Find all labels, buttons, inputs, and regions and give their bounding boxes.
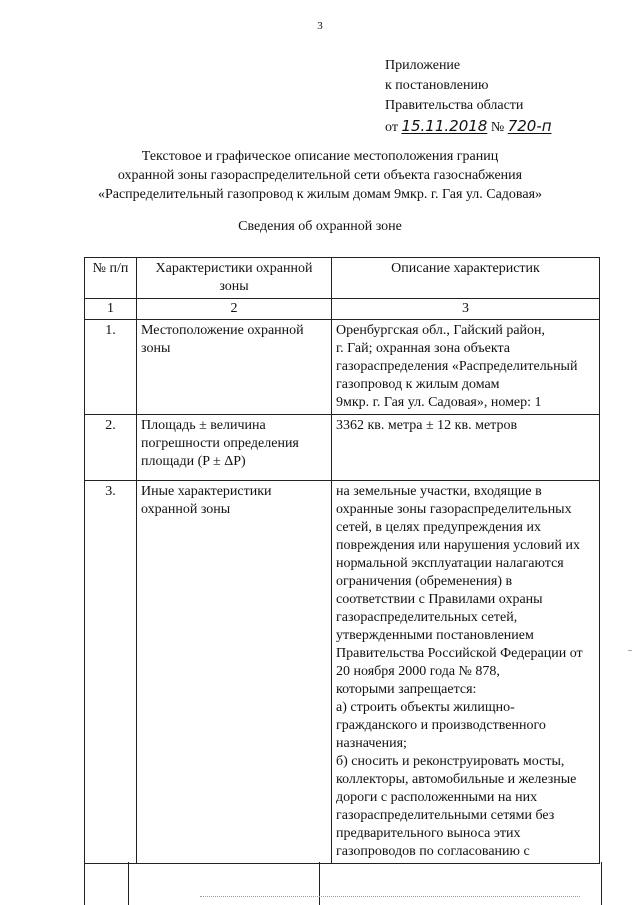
description-line: газораспределительных сетей, — [336, 610, 518, 625]
description-line: назначения; — [336, 736, 407, 751]
title-line-2: охранной зоны газораспределительной сети объекта газоснабжения — [117, 168, 523, 183]
column-number-1: 1 — [85, 299, 137, 320]
column-number-row — [85, 299, 600, 320]
table-header-row — [85, 258, 600, 299]
zone-info-table — [84, 257, 600, 864]
description-line: газопроводов по согласованию с — [336, 844, 530, 859]
row-description — [332, 481, 600, 864]
row-characteristic: Местоположение охранной зоны — [137, 320, 332, 415]
description-line: гражданского и производственного — [336, 718, 546, 733]
header-number: № п/п — [85, 258, 137, 299]
row-description — [332, 415, 600, 481]
description-line: сетей, в целях предупреждения их — [336, 520, 541, 535]
description-line: газораспределения «Распределительный — [336, 359, 578, 374]
column-divider — [128, 862, 129, 905]
appendix-line-2: к постановлению — [385, 78, 489, 93]
title-line-1: Текстовое и графическое описание местоположения границ — [141, 149, 499, 164]
row-description — [332, 320, 600, 415]
document-title — [0, 147, 640, 204]
description-line: а) строить объекты жилищно- — [336, 700, 515, 715]
description-line: Оренбургская обл., Гайский район, — [336, 323, 546, 338]
number-label: № — [490, 120, 505, 135]
appendix-line-1: Приложение — [385, 58, 461, 73]
handwritten-date: 15.11.2018 — [401, 117, 488, 135]
title-line-3: «Распределительный газопровод к жилым домам 9мкр. г. Гая ул. Садовая» — [97, 187, 543, 202]
description-line: которыми запрещается: — [336, 682, 477, 697]
description-line: 9мкр. г. Гая ул. Садовая», номер: 1 — [336, 395, 542, 410]
table-row — [85, 481, 600, 864]
description-line: нормальной эксплуатации налагаются — [336, 556, 564, 571]
section-subtitle: Сведения об охранной зоне — [238, 219, 402, 234]
header-description: Описание характеристик — [332, 258, 600, 299]
table-row — [85, 320, 600, 415]
page-edge-artifact — [200, 896, 580, 900]
description-line: газопровод к жилым домам — [336, 377, 500, 392]
appendix-date-line — [385, 116, 552, 138]
row-number: 3. — [85, 481, 137, 864]
appendix-block — [385, 56, 552, 138]
description-line: газораспределительными сетями без — [336, 808, 555, 823]
from-label: от — [385, 120, 398, 135]
header-characteristic: Характеристики охранной зоны — [137, 258, 332, 299]
column-number-2: 2 — [137, 299, 332, 320]
description-line: соответствии с Правилами охраны — [336, 592, 543, 607]
description-line: на земельные участки, входящие в — [336, 484, 542, 499]
column-number-3: 3 — [332, 299, 600, 320]
description-line: повреждения или нарушения условий их — [336, 538, 580, 553]
description-line: 20 ноября 2000 года № 878, — [336, 664, 500, 679]
description-line: ограничения (обременения) в — [336, 574, 513, 589]
row-characteristic: Площадь ± величина погрешности определения площади (P ± ΔP) — [137, 415, 332, 481]
handwritten-number: 720-п — [507, 117, 552, 135]
description-line: утвержденными постановлением — [336, 628, 534, 643]
row-number: 1. — [85, 320, 137, 415]
page-number: 3 — [317, 20, 323, 32]
description-line: г. Гай; охранная зона объекта — [336, 341, 511, 356]
row-number: 2. — [85, 415, 137, 481]
appendix-line-3: Правительства области — [385, 98, 524, 113]
description-line: коллекторы, автомобильные и железные — [336, 772, 577, 787]
description-line: дороги с расположенными на них — [336, 790, 538, 805]
description-line: предварительного выноса этих — [336, 826, 521, 841]
description-line: Правительства Российской Федерации от — [336, 646, 583, 661]
description-line: охранные зоны газораспределительных — [336, 502, 572, 517]
row-characteristic: Иные характеристики охранной зоны — [137, 481, 332, 864]
description-line: б) сносить и реконструировать мосты, — [336, 754, 565, 769]
description-line: 3362 кв. метра ± 12 кв. метров — [336, 418, 518, 433]
scan-mark: ˉ — [628, 646, 632, 660]
table-row — [85, 415, 600, 481]
